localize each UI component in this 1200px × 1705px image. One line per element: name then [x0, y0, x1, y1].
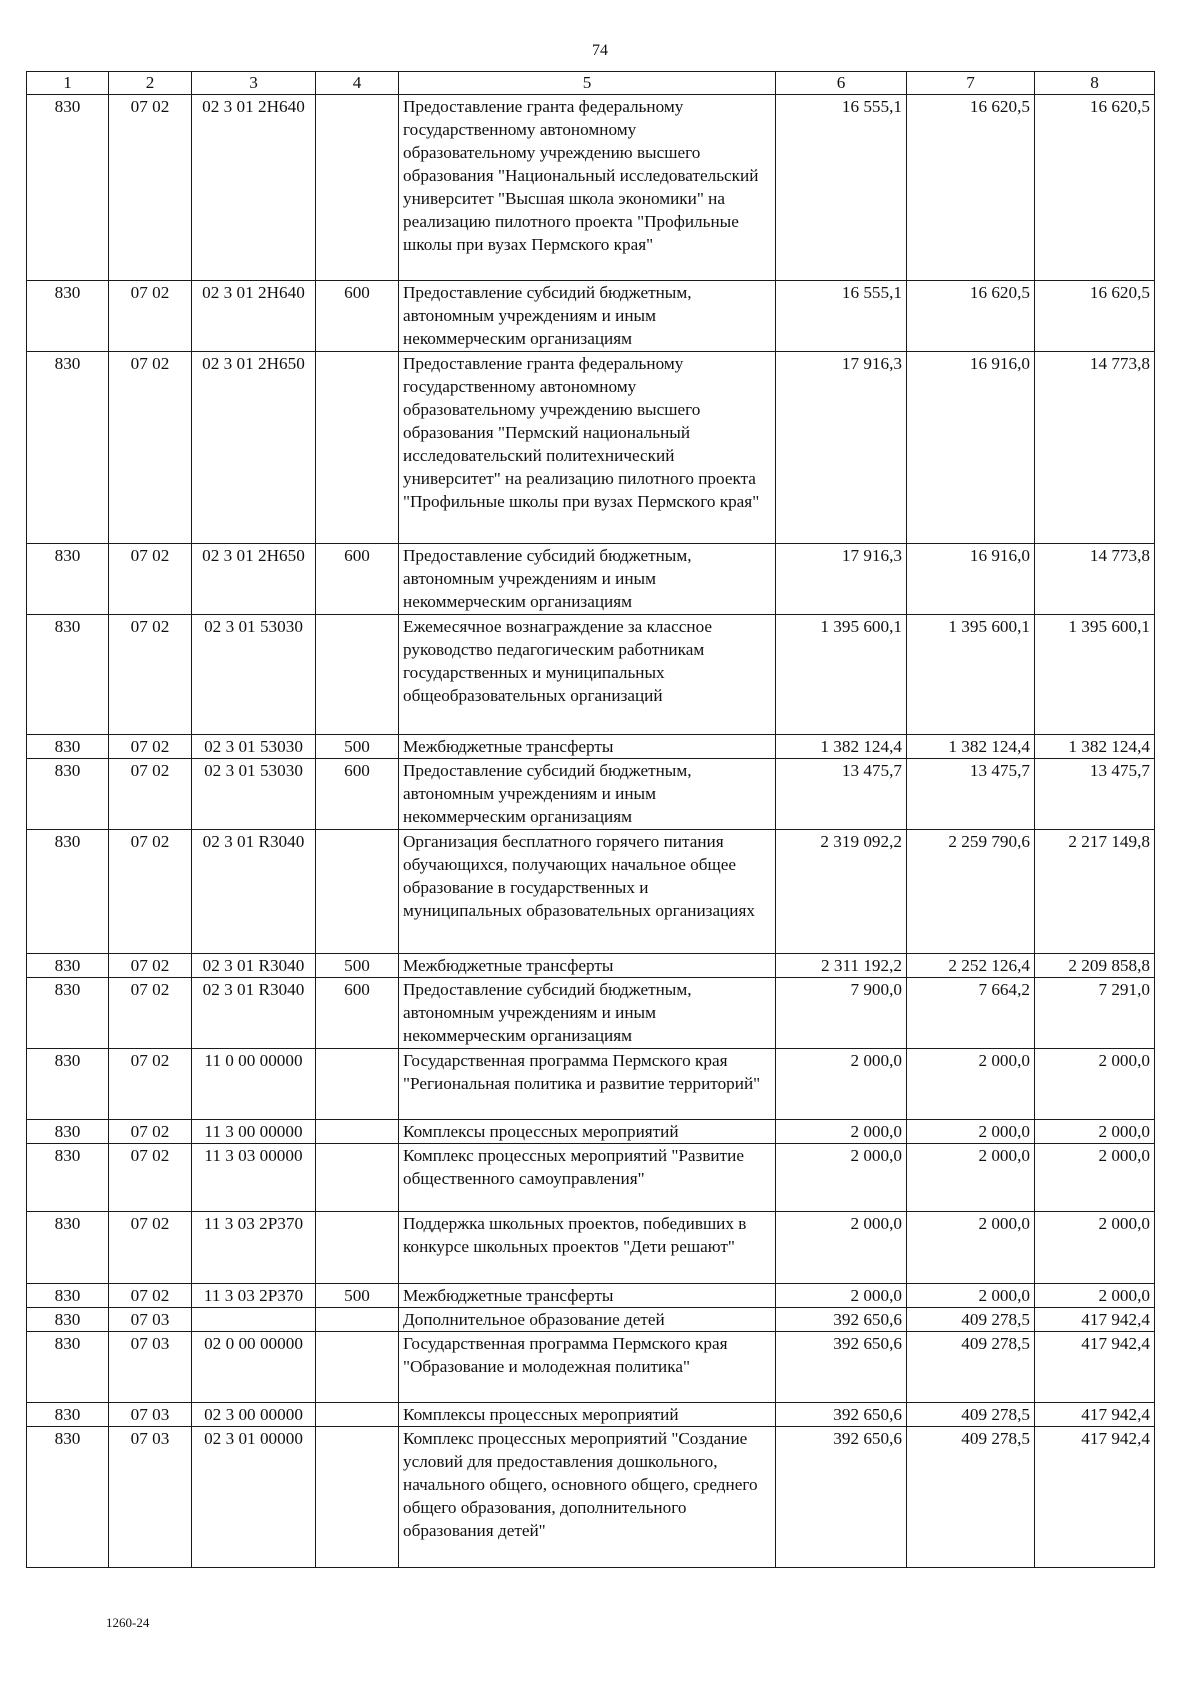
cell-expense-type: [316, 1308, 399, 1332]
cell-amount-6: 2 000,0: [776, 1120, 907, 1144]
cell-amount-8: 2 000,0: [1035, 1284, 1155, 1308]
cell-target: 02 3 01 53030: [192, 615, 316, 735]
cell-target: 02 3 01 2H640: [192, 281, 316, 352]
cell-description: Комплексы процессных мероприятий: [399, 1403, 776, 1427]
cell-ministry: 830: [27, 1120, 109, 1144]
cell-ministry: 830: [27, 735, 109, 759]
cell-amount-8: 14 773,8: [1035, 352, 1155, 544]
cell-amount-7: 16 620,5: [907, 95, 1035, 281]
cell-section: 07 02: [109, 1144, 192, 1212]
cell-ministry: 830: [27, 352, 109, 544]
cell-description: Межбюджетные трансферты: [399, 735, 776, 759]
cell-amount-7: 2 252 126,4: [907, 954, 1035, 978]
cell-ministry: 830: [27, 1427, 109, 1568]
cell-expense-type: [316, 1144, 399, 1212]
cell-section: 07 02: [109, 1120, 192, 1144]
cell-amount-7: 409 278,5: [907, 1403, 1035, 1427]
table-row: [27, 830, 1155, 954]
cell-target: 11 3 00 00000: [192, 1120, 316, 1144]
cell-expense-type: [316, 1120, 399, 1144]
cell-section: 07 02: [109, 352, 192, 544]
cell-amount-7: 409 278,5: [907, 1332, 1035, 1403]
cell-section: 07 02: [109, 1284, 192, 1308]
header-row: [27, 72, 1155, 95]
document-code: 1260-24: [106, 1615, 150, 1630]
cell-amount-7: 2 000,0: [907, 1212, 1035, 1284]
cell-amount-6: 2 000,0: [776, 1049, 907, 1120]
cell-amount-7: 16 916,0: [907, 352, 1035, 544]
cell-ministry: 830: [27, 1308, 109, 1332]
table-row: [27, 1144, 1155, 1212]
cell-expense-type: [316, 95, 399, 281]
cell-amount-8: 14 773,8: [1035, 544, 1155, 615]
table-row: [27, 615, 1155, 735]
cell-ministry: 830: [27, 544, 109, 615]
cell-ministry: 830: [27, 1403, 109, 1427]
cell-target: 02 3 01 53030: [192, 759, 316, 830]
cell-description: Предоставление субсидий бюджетным, автономным учреждениям и иным некоммерческим организациям: [399, 978, 776, 1049]
cell-ministry: 830: [27, 615, 109, 735]
cell-amount-7: 1 382 124,4: [907, 735, 1035, 759]
table-row: [27, 95, 1155, 281]
cell-ministry: 830: [27, 1332, 109, 1403]
cell-amount-6: 392 650,6: [776, 1427, 907, 1568]
cell-section: 07 02: [109, 615, 192, 735]
column-header: 8: [1035, 72, 1155, 95]
cell-expense-type: [316, 1212, 399, 1284]
cell-amount-6: 17 916,3: [776, 352, 907, 544]
cell-amount-7: 1 395 600,1: [907, 615, 1035, 735]
cell-section: 07 03: [109, 1427, 192, 1568]
column-header: 6: [776, 72, 907, 95]
cell-amount-8: 13 475,7: [1035, 759, 1155, 830]
cell-amount-6: 2 311 192,2: [776, 954, 907, 978]
cell-section: 07 02: [109, 735, 192, 759]
cell-ministry: 830: [27, 1144, 109, 1212]
cell-amount-6: 13 475,7: [776, 759, 907, 830]
cell-section: 07 02: [109, 978, 192, 1049]
cell-target: 02 0 00 00000: [192, 1332, 316, 1403]
cell-amount-8: 2 217 149,8: [1035, 830, 1155, 954]
cell-expense-type: [316, 830, 399, 954]
table-row: [27, 1284, 1155, 1308]
cell-target: 02 3 01 2H650: [192, 544, 316, 615]
cell-ministry: 830: [27, 1049, 109, 1120]
cell-ministry: 830: [27, 1212, 109, 1284]
cell-amount-7: 2 000,0: [907, 1120, 1035, 1144]
cell-amount-8: 2 000,0: [1035, 1049, 1155, 1120]
cell-amount-7: 2 259 790,6: [907, 830, 1035, 954]
cell-amount-6: 2 000,0: [776, 1144, 907, 1212]
cell-amount-8: 2 000,0: [1035, 1212, 1155, 1284]
cell-section: 07 02: [109, 1049, 192, 1120]
column-header: 1: [27, 72, 109, 95]
table-row: [27, 1427, 1155, 1568]
cell-amount-6: 1 382 124,4: [776, 735, 907, 759]
cell-target: 02 3 01 R3040: [192, 830, 316, 954]
cell-description: Государственная программа Пермского края "Региональная политика и развитие территорий": [399, 1049, 776, 1120]
table-row: [27, 1212, 1155, 1284]
cell-description: Предоставление субсидий бюджетным, автономным учреждениям и иным некоммерческим организациям: [399, 281, 776, 352]
cell-description: Межбюджетные трансферты: [399, 954, 776, 978]
cell-target: [192, 1308, 316, 1332]
cell-expense-type: 500: [316, 735, 399, 759]
column-header: 4: [316, 72, 399, 95]
cell-amount-6: 2 000,0: [776, 1212, 907, 1284]
cell-target: 11 3 03 2P370: [192, 1284, 316, 1308]
cell-description: Поддержка школьных проектов, победивших в конкурсе школьных проектов "Дети решают": [399, 1212, 776, 1284]
table-row: [27, 978, 1155, 1049]
cell-description: Ежемесячное вознаграждение за классное руководство педагогическим работникам государственных и муниципальных общеобразовательных организаций: [399, 615, 776, 735]
cell-ministry: 830: [27, 759, 109, 830]
cell-target: 02 3 01 2H650: [192, 352, 316, 544]
table-row: [27, 1308, 1155, 1332]
cell-ministry: 830: [27, 281, 109, 352]
cell-section: 07 03: [109, 1403, 192, 1427]
cell-expense-type: [316, 1049, 399, 1120]
column-header: 5: [399, 72, 776, 95]
cell-expense-type: 600: [316, 281, 399, 352]
cell-description: Комплексы процессных мероприятий: [399, 1120, 776, 1144]
cell-amount-6: 7 900,0: [776, 978, 907, 1049]
table-row: [27, 544, 1155, 615]
cell-description: Комплекс процессных мероприятий "Развитие общественного самоуправления": [399, 1144, 776, 1212]
cell-amount-8: 2 000,0: [1035, 1144, 1155, 1212]
cell-description: Дополнительное образование детей: [399, 1308, 776, 1332]
cell-amount-8: 417 942,4: [1035, 1403, 1155, 1427]
cell-expense-type: 600: [316, 759, 399, 830]
cell-amount-7: 409 278,5: [907, 1308, 1035, 1332]
cell-ministry: 830: [27, 1284, 109, 1308]
page-number: 74: [592, 42, 608, 59]
cell-description: Предоставление субсидий бюджетным, автономным учреждениям и иным некоммерческим организациям: [399, 759, 776, 830]
cell-amount-7: 2 000,0: [907, 1284, 1035, 1308]
cell-amount-6: 2 000,0: [776, 1284, 907, 1308]
cell-section: 07 02: [109, 759, 192, 830]
cell-amount-8: 1 395 600,1: [1035, 615, 1155, 735]
cell-amount-8: 417 942,4: [1035, 1308, 1155, 1332]
cell-section: 07 03: [109, 1332, 192, 1403]
table-row: [27, 759, 1155, 830]
cell-amount-8: 417 942,4: [1035, 1427, 1155, 1568]
cell-target: 02 3 01 2H640: [192, 95, 316, 281]
table-row: [27, 352, 1155, 544]
cell-target: 11 3 03 2P370: [192, 1212, 316, 1284]
cell-description: Предоставление гранта федеральному государственному автономному образовательному учреждению высшего образования "Пермский национальный исследовательский политехнический университет" на реализацию пилотного проекта "Профильные школы при вузах Пермского края": [399, 352, 776, 544]
cell-amount-7: 16 620,5: [907, 281, 1035, 352]
cell-expense-type: 600: [316, 544, 399, 615]
cell-expense-type: [316, 1332, 399, 1403]
cell-description: Комплекс процессных мероприятий "Создание условий для предоставления дошкольного, начального общего, основного общего, среднего общего образования, дополнительного образования детей": [399, 1427, 776, 1568]
cell-expense-type: [316, 615, 399, 735]
cell-expense-type: [316, 352, 399, 544]
cell-section: 07 02: [109, 1212, 192, 1284]
cell-amount-8: 1 382 124,4: [1035, 735, 1155, 759]
cell-target: 02 3 01 R3040: [192, 954, 316, 978]
cell-amount-8: 16 620,5: [1035, 95, 1155, 281]
cell-description: Межбюджетные трансферты: [399, 1284, 776, 1308]
cell-amount-7: 16 916,0: [907, 544, 1035, 615]
cell-amount-7: 2 000,0: [907, 1144, 1035, 1212]
cell-amount-8: 2 000,0: [1035, 1120, 1155, 1144]
cell-ministry: 830: [27, 830, 109, 954]
cell-amount-6: 16 555,1: [776, 95, 907, 281]
cell-description: Предоставление субсидий бюджетным, автономным учреждениям и иным некоммерческим организациям: [399, 544, 776, 615]
cell-target: 02 3 00 00000: [192, 1403, 316, 1427]
cell-description: Организация бесплатного горячего питания обучающихся, получающих начальное общее образование в государственных и муниципальных образовательных организациях: [399, 830, 776, 954]
cell-target: 11 3 03 00000: [192, 1144, 316, 1212]
cell-expense-type: 600: [316, 978, 399, 1049]
cell-ministry: 830: [27, 954, 109, 978]
cell-expense-type: [316, 1427, 399, 1568]
cell-amount-6: 392 650,6: [776, 1403, 907, 1427]
cell-amount-6: 392 650,6: [776, 1332, 907, 1403]
cell-target: 02 3 01 00000: [192, 1427, 316, 1568]
cell-amount-7: 409 278,5: [907, 1427, 1035, 1568]
cell-amount-6: 17 916,3: [776, 544, 907, 615]
table-row: [27, 281, 1155, 352]
cell-amount-8: 7 291,0: [1035, 978, 1155, 1049]
table-row: [27, 1049, 1155, 1120]
cell-expense-type: 500: [316, 954, 399, 978]
cell-target: 02 3 01 R3040: [192, 978, 316, 1049]
table-row: [27, 1403, 1155, 1427]
cell-amount-7: 7 664,2: [907, 978, 1035, 1049]
cell-section: 07 03: [109, 1308, 192, 1332]
cell-section: 07 02: [109, 281, 192, 352]
cell-ministry: 830: [27, 978, 109, 1049]
cell-amount-6: 1 395 600,1: [776, 615, 907, 735]
cell-section: 07 02: [109, 954, 192, 978]
cell-description: Государственная программа Пермского края "Образование и молодежная политика": [399, 1332, 776, 1403]
column-header: 3: [192, 72, 316, 95]
cell-amount-8: 16 620,5: [1035, 281, 1155, 352]
cell-amount-7: 2 000,0: [907, 1049, 1035, 1120]
cell-amount-6: 16 555,1: [776, 281, 907, 352]
cell-amount-8: 2 209 858,8: [1035, 954, 1155, 978]
cell-expense-type: [316, 1403, 399, 1427]
cell-amount-6: 2 319 092,2: [776, 830, 907, 954]
budget-table: [26, 71, 1155, 1568]
cell-ministry: 830: [27, 95, 109, 281]
cell-amount-8: 417 942,4: [1035, 1332, 1155, 1403]
cell-section: 07 02: [109, 95, 192, 281]
column-header: 2: [109, 72, 192, 95]
cell-expense-type: 500: [316, 1284, 399, 1308]
cell-target: 11 0 00 00000: [192, 1049, 316, 1120]
table-row: [27, 1332, 1155, 1403]
cell-description: Предоставление гранта федеральному государственному автономному образовательному учреждению высшего образования "Национальный исследовательский университет "Высшая школа экономики" на реализацию пилотного проекта "Профильные школы при вузах Пермского края": [399, 95, 776, 281]
cell-amount-6: 392 650,6: [776, 1308, 907, 1332]
column-header: 7: [907, 72, 1035, 95]
table-row: [27, 1120, 1155, 1144]
cell-amount-7: 13 475,7: [907, 759, 1035, 830]
cell-section: 07 02: [109, 830, 192, 954]
cell-target: 02 3 01 53030: [192, 735, 316, 759]
table-row: [27, 735, 1155, 759]
table-row: [27, 954, 1155, 978]
cell-section: 07 02: [109, 544, 192, 615]
